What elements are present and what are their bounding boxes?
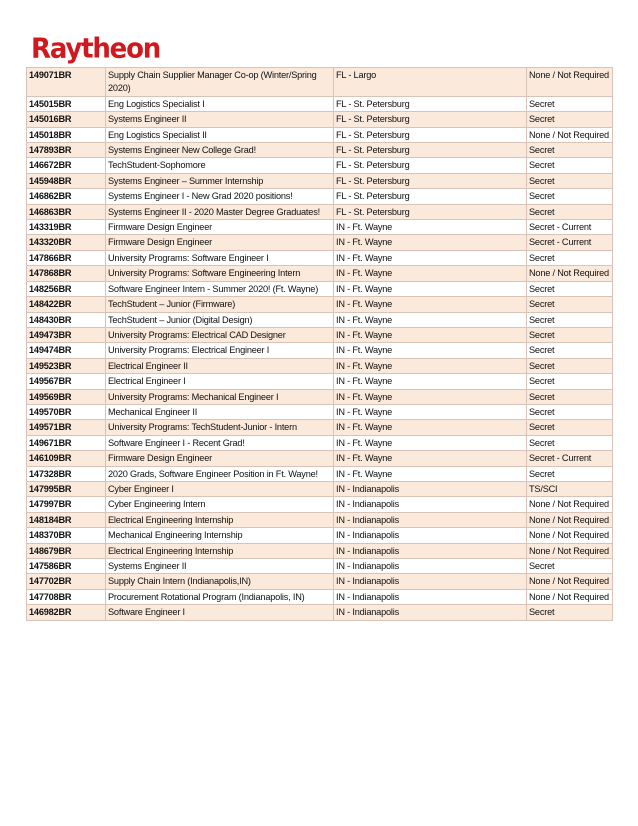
clearance-cell: None / Not Required [527,127,613,142]
table-row [27,297,613,312]
location-cell: IN - Indianapolis [334,559,527,574]
job-id-cell: 149571BR [27,420,106,435]
job-title-cell: University Programs: Electrical CAD Designer [106,327,334,342]
job-id-cell: 148430BR [27,312,106,327]
location-cell: FL - St. Petersburg [334,173,527,188]
raytheon-logo: Raytheon [31,33,161,65]
table-row [27,173,613,188]
job-id-cell: 146672BR [27,158,106,173]
job-id-cell: 149570BR [27,404,106,419]
table-row [27,374,613,389]
location-cell: IN - Indianapolis [334,512,527,527]
location-cell: IN - Ft. Wayne [334,327,527,342]
job-title-cell: Mechanical Engineering Internship [106,528,334,543]
job-id-cell: 149473BR [27,327,106,342]
clearance-cell: Secret [527,559,613,574]
table-row [27,68,613,97]
clearance-cell: Secret [527,605,613,620]
job-title-cell: University Programs: Electrical Engineer I [106,343,334,358]
job-title-cell: Mechanical Engineer II [106,404,334,419]
table-row [27,312,613,327]
location-cell: FL - St. Petersburg [334,96,527,111]
clearance-cell: Secret [527,96,613,111]
table-row [27,112,613,127]
location-cell: IN - Indianapolis [334,543,527,558]
table-row [27,143,613,158]
job-title-cell: University Programs: TechStudent-Junior - Intern [106,420,334,435]
clearance-cell: Secret [527,374,613,389]
job-id-cell: 147586BR [27,559,106,574]
clearance-cell: None / Not Required [527,512,613,527]
job-id-cell: 148422BR [27,297,106,312]
table-row [27,605,613,620]
table-row [27,358,613,373]
location-cell: FL - St. Petersburg [334,112,527,127]
job-id-cell: 143320BR [27,235,106,250]
job-title-cell: Cyber Engineering Intern [106,497,334,512]
job-id-cell: 148256BR [27,281,106,296]
job-id-cell: 145018BR [27,127,106,142]
table-row [27,235,613,250]
clearance-cell: Secret [527,389,613,404]
job-id-cell: 147995BR [27,481,106,496]
job-title-cell: TechStudent – Junior (Digital Design) [106,312,334,327]
table-row [27,528,613,543]
clearance-cell: Secret [527,420,613,435]
clearance-cell: Secret [527,281,613,296]
location-cell: IN - Indianapolis [334,481,527,496]
job-title-cell: Electrical Engineering Internship [106,512,334,527]
table-row [27,189,613,204]
job-title-cell: Electrical Engineer I [106,374,334,389]
job-id-cell: 147708BR [27,589,106,604]
location-cell: IN - Ft. Wayne [334,435,527,450]
job-title-cell: Systems Engineer II [106,559,334,574]
job-id-cell: 145948BR [27,173,106,188]
job-title-cell: Supply Chain Supplier Manager Co-op (Winter/Spring 2020) [106,68,334,97]
location-cell: IN - Ft. Wayne [334,281,527,296]
table-row [27,497,613,512]
table-row [27,327,613,342]
job-title-cell: Software Engineer I [106,605,334,620]
job-id-cell: 148184BR [27,512,106,527]
location-cell: IN - Ft. Wayne [334,297,527,312]
job-id-cell: 147702BR [27,574,106,589]
job-title-cell: Supply Chain Intern (Indianapolis,IN) [106,574,334,589]
job-id-cell: 149671BR [27,435,106,450]
job-title-cell: Firmware Design Engineer [106,451,334,466]
job-title-cell: Firmware Design Engineer [106,220,334,235]
job-listings-table [26,67,613,621]
location-cell: FL - Largo [334,68,527,97]
table-row [27,127,613,142]
job-id-cell: 146863BR [27,204,106,219]
job-id-cell: 149569BR [27,389,106,404]
job-id-cell: 146982BR [27,605,106,620]
location-cell: IN - Indianapolis [334,497,527,512]
clearance-cell: Secret - Current [527,451,613,466]
table-row [27,404,613,419]
clearance-cell: Secret [527,466,613,481]
location-cell: IN - Indianapolis [334,528,527,543]
clearance-cell: None / Not Required [527,528,613,543]
table-row [27,481,613,496]
clearance-cell: Secret [527,250,613,265]
clearance-cell: Secret [527,327,613,342]
job-id-cell: 146109BR [27,451,106,466]
clearance-cell: Secret [527,204,613,219]
job-title-cell: 2020 Grads, Software Engineer Position in Ft. Wayne! [106,466,334,481]
clearance-cell: None / Not Required [527,543,613,558]
location-cell: IN - Ft. Wayne [334,343,527,358]
job-title-cell: Electrical Engineer II [106,358,334,373]
table-row [27,250,613,265]
location-cell: IN - Ft. Wayne [334,312,527,327]
clearance-cell: Secret [527,189,613,204]
clearance-cell: Secret [527,173,613,188]
location-cell: IN - Ft. Wayne [334,466,527,481]
location-cell: IN - Indianapolis [334,589,527,604]
location-cell: IN - Indianapolis [334,605,527,620]
location-cell: IN - Ft. Wayne [334,220,527,235]
location-cell: FL - St. Petersburg [334,189,527,204]
clearance-cell: Secret [527,143,613,158]
table-row [27,420,613,435]
job-title-cell: Electrical Engineering Internship [106,543,334,558]
location-cell: IN - Ft. Wayne [334,374,527,389]
job-id-cell: 146862BR [27,189,106,204]
job-title-cell: Eng Logistics Specialist II [106,127,334,142]
job-title-cell: Cyber Engineer I [106,481,334,496]
table-row [27,281,613,296]
clearance-cell: Secret - Current [527,220,613,235]
clearance-cell: Secret [527,435,613,450]
clearance-cell: TS/SCI [527,481,613,496]
table-row [27,389,613,404]
table-row [27,589,613,604]
job-id-cell: 149567BR [27,374,106,389]
location-cell: IN - Ft. Wayne [334,420,527,435]
job-title-cell: Systems Engineer – Summer Internship [106,173,334,188]
table-row [27,266,613,281]
table-row [27,451,613,466]
clearance-cell: Secret [527,312,613,327]
job-title-cell: Procurement Rotational Program (Indianapolis, IN) [106,589,334,604]
job-id-cell: 145016BR [27,112,106,127]
clearance-cell: None / Not Required [527,497,613,512]
clearance-cell: None / Not Required [527,589,613,604]
location-cell: FL - St. Petersburg [334,158,527,173]
location-cell: IN - Indianapolis [334,574,527,589]
job-id-cell: 147997BR [27,497,106,512]
table-row [27,559,613,574]
location-cell: IN - Ft. Wayne [334,266,527,281]
job-title-cell: University Programs: Software Engineer I [106,250,334,265]
job-title-cell: Systems Engineer II [106,112,334,127]
location-cell: IN - Ft. Wayne [334,235,527,250]
location-cell: IN - Ft. Wayne [334,389,527,404]
table-row [27,435,613,450]
clearance-cell: None / Not Required [527,266,613,281]
job-id-cell: 147893BR [27,143,106,158]
job-title-cell: Software Engineer Intern - Summer 2020! (Ft. Wayne) [106,281,334,296]
location-cell: IN - Ft. Wayne [334,451,527,466]
job-title-cell: Systems Engineer New College Grad! [106,143,334,158]
location-cell: IN - Ft. Wayne [334,250,527,265]
job-id-cell: 148370BR [27,528,106,543]
table-row [27,220,613,235]
job-title-cell: TechStudent-Sophomore [106,158,334,173]
clearance-cell: None / Not Required [527,68,613,97]
table-row [27,158,613,173]
clearance-cell: Secret [527,404,613,419]
job-id-cell: 143319BR [27,220,106,235]
job-title-cell: Systems Engineer I - New Grad 2020 positions! [106,189,334,204]
job-title-cell: Systems Engineer II - 2020 Master Degree Graduates! [106,204,334,219]
job-id-cell: 147328BR [27,466,106,481]
location-cell: IN - Ft. Wayne [334,358,527,373]
job-title-cell: Software Engineer I - Recent Grad! [106,435,334,450]
table-row [27,574,613,589]
table-row [27,204,613,219]
clearance-cell: None / Not Required [527,574,613,589]
table-row [27,543,613,558]
clearance-cell: Secret [527,343,613,358]
table-row [27,343,613,358]
table-row [27,512,613,527]
location-cell: IN - Ft. Wayne [334,404,527,419]
table-row [27,96,613,111]
job-id-cell: 148679BR [27,543,106,558]
job-id-cell: 149523BR [27,358,106,373]
clearance-cell: Secret [527,297,613,312]
job-title-cell: University Programs: Software Engineering Intern [106,266,334,281]
job-title-cell: TechStudent – Junior (Firmware) [106,297,334,312]
location-cell: FL - St. Petersburg [334,127,527,142]
clearance-cell: Secret [527,112,613,127]
job-title-cell: Firmware Design Engineer [106,235,334,250]
table-row [27,466,613,481]
job-id-cell: 147868BR [27,266,106,281]
job-title-cell: Eng Logistics Specialist I [106,96,334,111]
clearance-cell: Secret [527,158,613,173]
location-cell: FL - St. Petersburg [334,143,527,158]
location-cell: FL - St. Petersburg [334,204,527,219]
job-title-cell: University Programs: Mechanical Engineer I [106,389,334,404]
job-id-cell: 145015BR [27,96,106,111]
clearance-cell: Secret - Current [527,235,613,250]
job-id-cell: 147866BR [27,250,106,265]
job-id-cell: 149474BR [27,343,106,358]
job-id-cell: 149071BR [27,68,106,97]
clearance-cell: Secret [527,358,613,373]
